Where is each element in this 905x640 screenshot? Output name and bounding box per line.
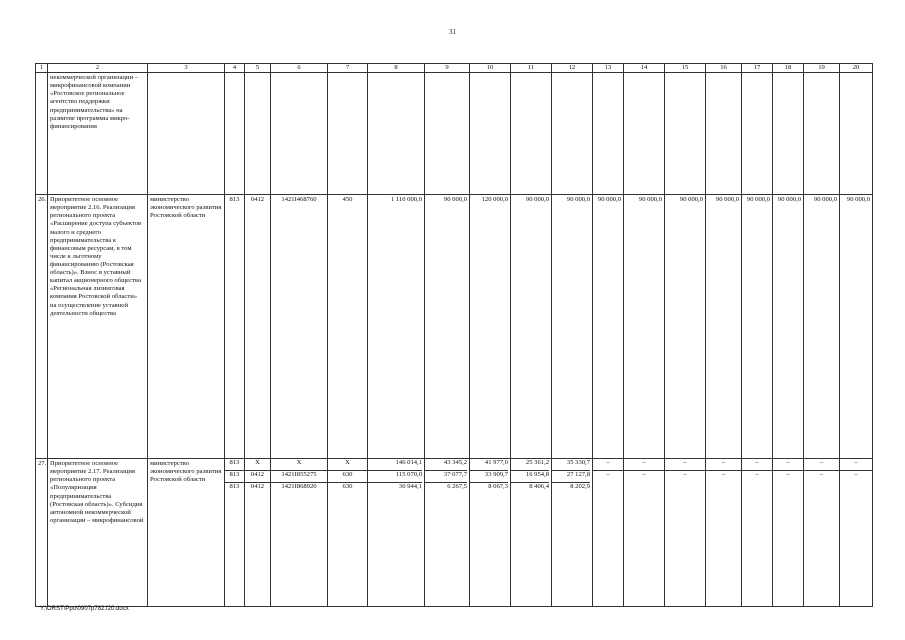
csr-code: Х (271, 459, 327, 471)
year-amount: 16 954,8 (511, 471, 549, 483)
year-amount: – (804, 459, 839, 471)
measure-name: Приоритетное основное мероприятие 2.17. Реализация регионального проекта «Популяризация предпринимательства (Ростовская область)». Субсидия автономной некоммерческой организации – микрофинансовой (48, 459, 148, 607)
column-number-row (36, 64, 873, 73)
year-amount: – (665, 459, 705, 471)
vr-code: 630 (328, 471, 367, 483)
column-number: 16 (706, 64, 742, 73)
year-amount: 90 000,0 (552, 195, 593, 459)
year-amount: – (706, 459, 741, 471)
year-amount-cell (665, 459, 706, 607)
rz-pr-code: 0412 (245, 195, 271, 459)
year-amount-cell (470, 459, 511, 607)
csr-code: 1421I468760 (271, 195, 328, 459)
total-amount: 1 110 000,0 (368, 195, 425, 459)
year-amount: 90 000,0 (511, 195, 552, 459)
year-amount: 90 000,0 (425, 195, 470, 459)
year-amount: 90 000,0 (624, 195, 665, 459)
year-amount: 90 000,0 (706, 195, 742, 459)
year-amount: – (624, 459, 664, 471)
year-amount: 33 909,7 (470, 471, 508, 483)
vr-code: Х (328, 459, 367, 471)
year-amount: 27 127,8 (552, 471, 590, 483)
table-row-27 (36, 459, 873, 607)
rz-pr-code: 0412 (250, 483, 265, 491)
column-number: 2 (48, 64, 148, 73)
csr-code: 1421I855275 (271, 471, 327, 483)
row-number: 27. (36, 459, 48, 607)
year-amount: 43 345,2 (425, 459, 467, 471)
year-amount-cell (552, 459, 593, 607)
year-amount: – (786, 471, 790, 479)
year-amount: 25 361,2 (511, 459, 549, 471)
executor: министерство экономического развития Ростовской области (148, 459, 225, 607)
column-number: 7 (328, 64, 368, 73)
column-number: 17 (742, 64, 773, 73)
gr-code: 813 (225, 195, 245, 459)
column-number: 9 (425, 64, 470, 73)
year-amount: 8 067,3 (488, 483, 508, 491)
year-amount: 120 000,0 (470, 195, 511, 459)
gr-code: 813 (229, 483, 240, 491)
csr-code-cell (271, 459, 328, 607)
year-amount: 90 000,0 (593, 195, 624, 459)
total-amount: 115 070,0 (368, 471, 422, 483)
column-number: 10 (470, 64, 511, 73)
budget-table-container (35, 63, 870, 607)
year-amount: – (854, 471, 858, 479)
gr-code: 813 (225, 471, 244, 483)
column-number: 5 (245, 64, 271, 73)
row-number: 26. (36, 195, 48, 459)
measure-name: некоммерческой организации – микрофинансовой компании «Ростовское региональное агентство поддержки предпринимательства» на развитие программы микро-финансирования (48, 73, 148, 195)
year-amount: 90 000,0 (840, 195, 873, 459)
column-number: 4 (225, 64, 245, 73)
column-number: 1 (36, 64, 48, 73)
year-amount: – (773, 459, 803, 471)
year-amount: 6 267,5 (447, 483, 467, 491)
column-number: 15 (665, 64, 706, 73)
year-amount: – (683, 471, 687, 479)
total-amount: 30 944,1 (398, 483, 422, 491)
table-row-continuation (36, 73, 873, 195)
year-amount-cell (593, 459, 624, 607)
rz-pr-code: Х (245, 459, 270, 471)
column-number: 8 (368, 64, 425, 73)
page-number: 31 (449, 28, 456, 36)
year-amount-cell (742, 459, 773, 607)
file-path-footer: Y:\ORST\Ppo\0907p782.f20.docx (40, 606, 129, 612)
year-amount-cell (425, 459, 470, 607)
column-number: 20 (840, 64, 873, 73)
year-amount: – (606, 471, 610, 479)
column-number: 6 (271, 64, 328, 73)
column-number: 3 (148, 64, 225, 73)
budget-table (35, 63, 873, 607)
year-amount-cell (706, 459, 742, 607)
year-amount-cell (624, 459, 665, 607)
year-amount-cell (840, 459, 873, 607)
year-amount: 35 330,7 (552, 459, 590, 471)
year-amount: – (755, 471, 759, 479)
vr-code: 630 (342, 483, 353, 491)
csr-code: 1421I868920 (281, 483, 317, 491)
year-amount: 90 000,0 (804, 195, 840, 459)
year-amount: 41 977,0 (470, 459, 508, 471)
gr-code: 813 (225, 459, 244, 471)
column-number: 11 (511, 64, 552, 73)
gr-code-cell (225, 459, 245, 607)
year-amount: – (742, 459, 772, 471)
year-amount: 8 406,4 (529, 483, 549, 491)
column-number: 13 (593, 64, 624, 73)
column-number: 12 (552, 64, 593, 73)
executor: министерство экономического развития Ростовской области (148, 195, 225, 459)
column-number: 18 (773, 64, 804, 73)
year-amount: – (819, 471, 824, 479)
year-amount: – (721, 471, 726, 479)
year-amount: 90 000,0 (665, 195, 706, 459)
vr-code: 450 (328, 195, 368, 459)
year-amount-cell (804, 459, 840, 607)
year-amount: 90 000,0 (773, 195, 804, 459)
vr-code-cell (328, 459, 368, 607)
year-amount: 90 000,0 (742, 195, 773, 459)
year-amount: 8 202,9 (570, 483, 590, 491)
table-row-26 (36, 195, 873, 459)
year-amount: 37 077,7 (425, 471, 467, 483)
measure-name: Приоритетное основное мероприятие 2.16. Реализация регионального проекта «Расширение доступа субъектов малого и среднего предпринимательства к финансовым ресурсам, в том числе к льготному финансированию (Ростовская область)». Взнос в уставный капитал акционерного общества «Региональная лизинговая компания Ростовской области» на осуществление уставной деятельности общества (48, 195, 148, 459)
rz-pr-code: 0412 (245, 471, 270, 483)
column-number: 14 (624, 64, 665, 73)
year-amount-cell (773, 459, 804, 607)
total-amount-cell (368, 459, 425, 607)
year-amount: – (642, 471, 646, 479)
column-number: 19 (804, 64, 840, 73)
year-amount: – (840, 459, 872, 471)
year-amount-cell (511, 459, 552, 607)
rz-pr-code-cell (245, 459, 271, 607)
year-amount: – (593, 459, 623, 471)
total-amount: 146 014,1 (368, 459, 422, 471)
